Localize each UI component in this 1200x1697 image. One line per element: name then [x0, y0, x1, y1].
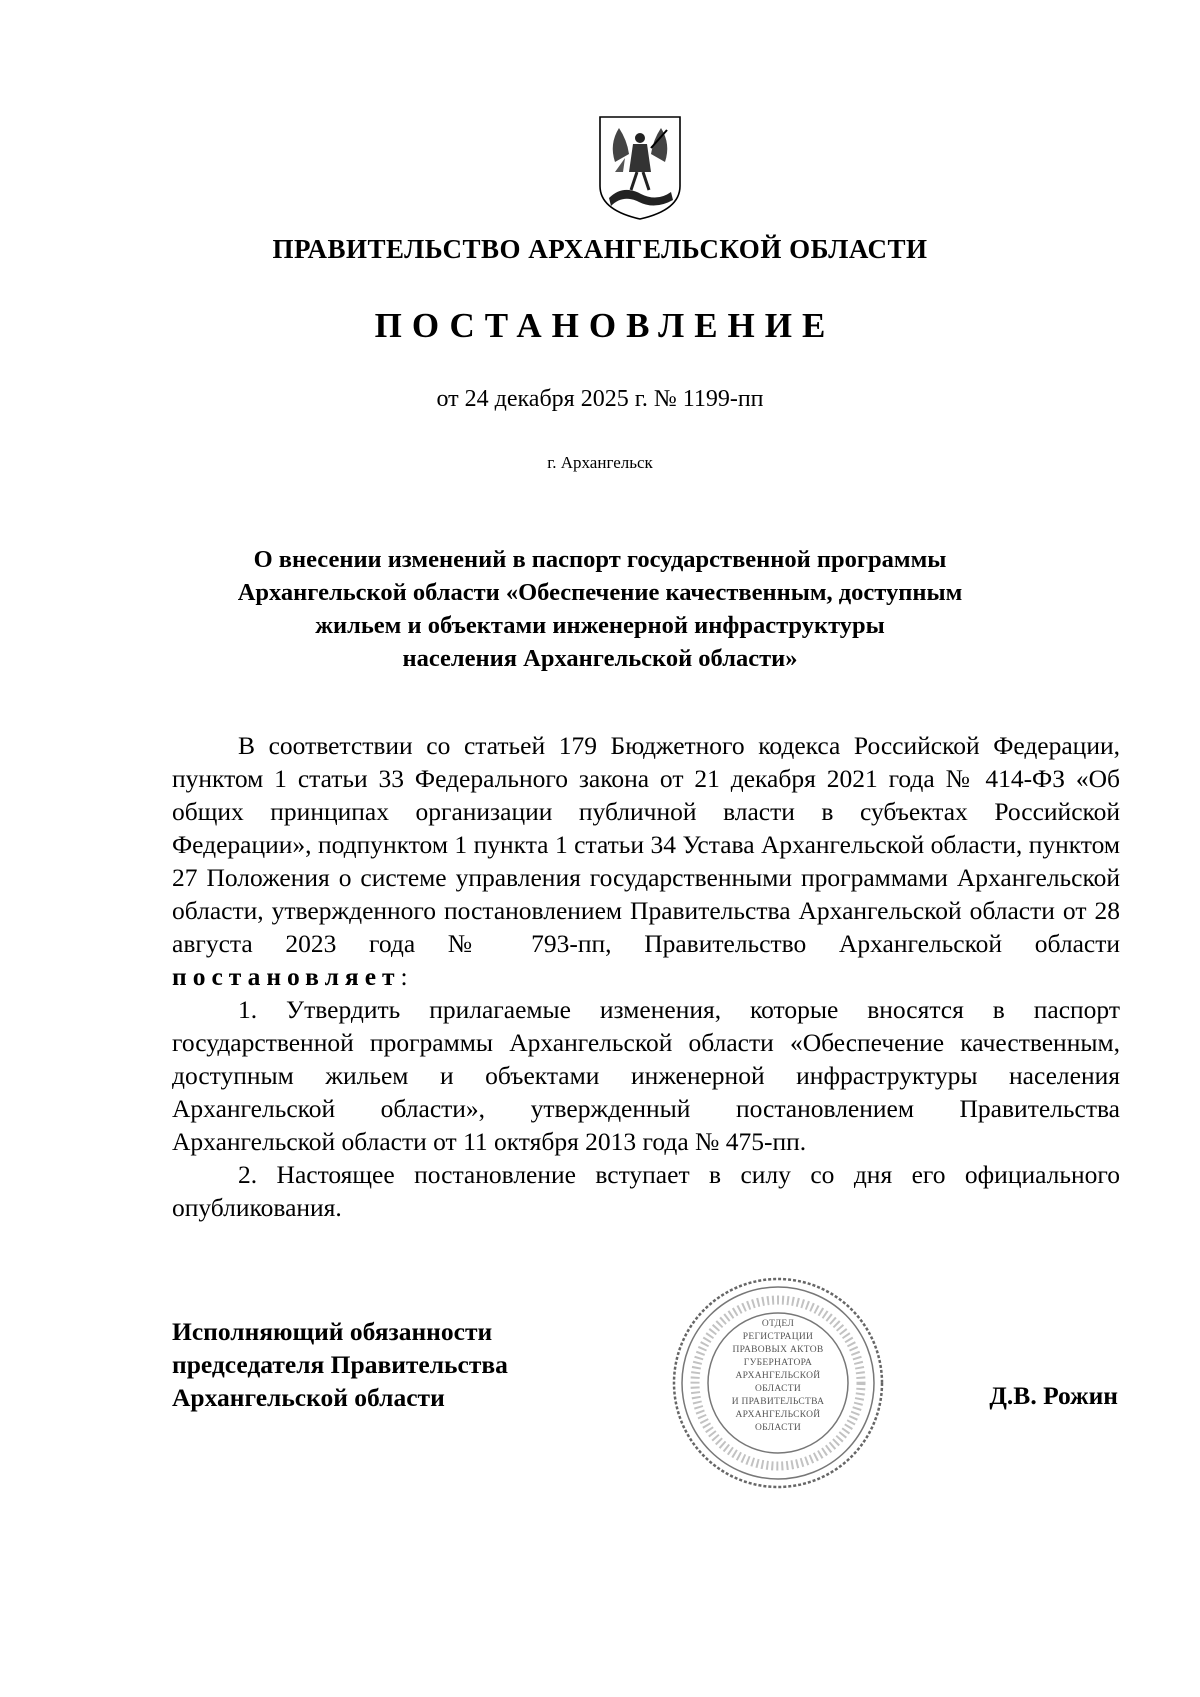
seal-line: ОТДЕЛ: [761, 1319, 795, 1329]
signatory-position-line: председателя Правительства: [172, 1350, 508, 1379]
seal-line: РЕГИСТРАЦИИ: [742, 1332, 814, 1342]
organization-name: ПРАВИТЕЛЬСТВО АРХАНГЕЛЬСКОЙ ОБЛАСТИ: [272, 234, 928, 264]
seal-line: ГУБЕРНАТОРА: [743, 1358, 813, 1368]
document-type: ПОСТАНОВЛЕНИЕ: [374, 306, 836, 345]
title-line: О внесении изменений в паспорт государственной программы: [253, 546, 947, 573]
seal-inner-text: [700, 1318, 856, 1435]
resolves-suffix: :: [400, 962, 408, 991]
document-date-number: от 24 декабря 2025 г. № 1199-пп: [436, 386, 764, 412]
document-body: [172, 729, 1120, 1224]
title-line: Архангельской области «Обеспечение качественным, доступным: [237, 579, 963, 606]
seal-line: И ПРАВИТЕЛЬСТВА: [731, 1397, 825, 1407]
coat-of-arms-icon: [597, 114, 683, 222]
seal-line: ОБЛАСТИ: [754, 1423, 801, 1433]
preamble-paragraph: [172, 729, 1120, 993]
seal-line: ОБЛАСТИ: [754, 1384, 801, 1394]
item-2-paragraph: 2. Настоящее постановление вступает в силу со дня его официального опубликования.: [172, 1160, 1120, 1222]
title-line: населения Архангельской области»: [402, 645, 798, 672]
signatory-position-line: Архангельской области: [172, 1383, 445, 1412]
signatory-position: [172, 1315, 508, 1414]
seal-line: АРХАНГЕЛЬСКОЙ: [735, 1410, 821, 1420]
title-line: жильем и объектами инженерной инфраструктуры: [315, 612, 885, 639]
item-1-paragraph: 1. Утвердить прилагаемые изменения, которые вносятся в паспорт государственной программы Архангельской области «Обеспечение качественным, доступным жильем и объектами инженерной инфраструктуры населения Архангельской области», утвержденный постановлением Правительства Архангельской области от 11 октября 2013 года № 475-пп.: [172, 995, 1120, 1156]
seal-line: ПРАВОВЫХ АКТОВ: [732, 1345, 824, 1355]
preamble-text: В соответствии со статьей 179 Бюджетного кодекса Российской Федерации, пунктом 1 статьи 33 Федерального закона от 21 декабря 2021 года № 414-ФЗ «Об общих принципах организации публичной власти в субъектах Российской Федерации», подпунктом 1 пункта 1 статьи 34 Устава Архангельской области, пунктом 27 Положения о системе управления государственными программами Архангельской области, утвержденного постановлением Правительства Архангельской области от 28 августа 2023 года № 793-пп, Правительство Архангельской области: [172, 731, 1120, 958]
document-city: г. Архангельск: [547, 453, 653, 472]
resolves-word: постановляет: [172, 962, 401, 991]
seal-line: АРХАНГЕЛЬСКОЙ: [735, 1371, 821, 1381]
signatory-position-line: Исполняющий обязанности: [172, 1317, 493, 1346]
signatory-name: Д.В. Рожин: [989, 1381, 1118, 1410]
document-title: [150, 543, 1050, 675]
